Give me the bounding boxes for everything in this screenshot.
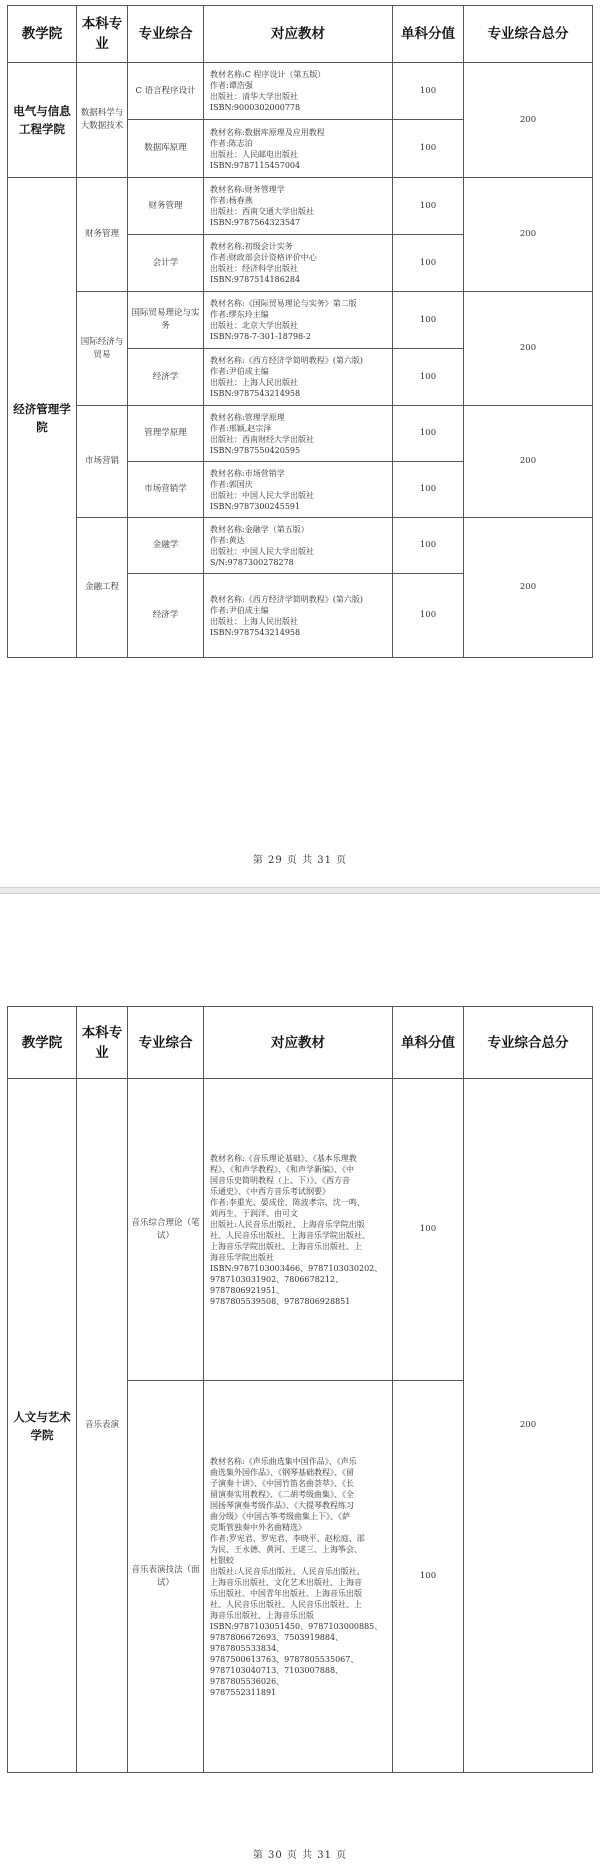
textbook-line: 曲选集外国作品》、《钢琴基础教程》、《留 bbox=[210, 1467, 354, 1477]
textbook-line: 出版社:人民音乐出版社、人民音乐出版社、 bbox=[210, 1566, 365, 1576]
table-row bbox=[8, 63, 593, 120]
unit-score-cell: 100 bbox=[393, 63, 464, 120]
unit-score-cell: 100 bbox=[393, 518, 464, 574]
textbook-line: ISBN:9787300245591 bbox=[210, 501, 301, 511]
textbook-line: 教材名称:金融学（第五版） bbox=[210, 524, 309, 534]
textbook-line: 作者:郭国庆 bbox=[210, 479, 253, 489]
textbook-line: 作者:谭浩强 bbox=[210, 81, 253, 90]
table-row bbox=[8, 178, 593, 235]
page-number: 第 30 页 共 31 页 bbox=[252, 1850, 348, 1861]
unit-score-cell: 100 bbox=[393, 292, 464, 349]
textbook-line: ISBN:978-7-301-18798-2 bbox=[210, 332, 311, 341]
header-total-score: 专业综合总分 bbox=[464, 1007, 593, 1079]
textbook-line: 出版社：人民邮电出版社 bbox=[210, 149, 298, 159]
textbook-line: 作者:罗宪君、罗宪君、李晓平、赵松庭、邵 bbox=[210, 1533, 365, 1543]
textbook-line: 9787806672693、7503919884、9787805533834、 bbox=[210, 1632, 344, 1653]
subject-cell: 市场营销学 bbox=[128, 462, 204, 518]
textbook-line: 9787500613763、9787805535067、 bbox=[210, 1654, 359, 1664]
textbook-line: 出版社：中国人民大学出版社 bbox=[210, 490, 314, 500]
textbook-cell bbox=[204, 120, 393, 178]
textbook-line: 出版社：中国人民大学出版社 bbox=[210, 546, 314, 556]
major-cell: 国际经济与贸易 bbox=[77, 292, 128, 406]
textbook-cell bbox=[204, 574, 393, 658]
header-textbook: 对应教材 bbox=[204, 6, 393, 63]
major-cell: 市场营销 bbox=[77, 406, 128, 518]
unit-score-cell: 100 bbox=[393, 1381, 464, 1773]
header-major: 本科专业 bbox=[77, 1007, 128, 1079]
textbook-line: 子演奏十讲》、《中国竹笛名曲荟萃》、《长 bbox=[210, 1478, 354, 1488]
textbook-line: 为民、王永德、黄河、王逑三、上海筝会、 bbox=[210, 1544, 362, 1554]
textbook-cell bbox=[204, 1381, 393, 1773]
textbook-line: 国扬琴演奏考级作品》、《大提琴教程练习 bbox=[210, 1500, 354, 1510]
subject-cell: 数据库原理 bbox=[128, 120, 204, 178]
header-subject: 专业综合 bbox=[128, 1007, 204, 1079]
subject-cell: C 语言程序设计 bbox=[128, 63, 204, 120]
subject-cell: 金融学 bbox=[128, 518, 204, 574]
header-unit-score: 单科分值 bbox=[393, 1007, 464, 1079]
textbook-line: 出版社:人民音乐出版社、上海音乐学院出版 bbox=[210, 1219, 365, 1229]
textbook-line: ISBN:9787514186284 bbox=[210, 275, 301, 284]
textbook-line: 上海音乐学院出版社、上海音乐出版社、上 bbox=[210, 1241, 362, 1251]
textbook-line: 教材名称:《声乐曲选集中国作品》、《声乐 bbox=[210, 1456, 357, 1466]
textbook-line: 教材名称:财务管理学 bbox=[210, 185, 285, 194]
textbook-line: 作者:财政部会计资格评价中心 bbox=[210, 253, 317, 262]
total-score-cell: 200 bbox=[464, 292, 593, 406]
subject-cell: 音乐表演技法（面试） bbox=[128, 1381, 204, 1773]
total-score-cell: 200 bbox=[464, 1079, 593, 1773]
textbook-line: 作者:李重光、晏成佺、陈波孝宗、沈一鸣、 bbox=[210, 1197, 365, 1207]
textbook-line: 教材名称:市场营销学 bbox=[210, 468, 285, 478]
textbook-line: S/N:9787300278278 bbox=[210, 557, 294, 567]
subject-cell: 经济学 bbox=[128, 349, 204, 406]
textbook-line: 教材名称:初级会计实务 bbox=[210, 242, 293, 251]
textbook-line: 作者:尹伯成主编 bbox=[210, 367, 269, 376]
total-score-cell: 200 bbox=[464, 178, 593, 292]
textbook-cell bbox=[204, 178, 393, 235]
textbook-line: 作者:邢颖,赵宗泽 bbox=[210, 423, 272, 433]
textbook-line: 教材名称:《西方经济学简明教程》(第六版) bbox=[210, 356, 363, 365]
textbook-line: 乐出版社、中国青年出版社、上海音乐出版 bbox=[210, 1588, 362, 1598]
textbook-line: 教材名称:《音乐理论基础》、《基本乐理教 bbox=[210, 1153, 357, 1163]
unit-score-cell: 100 bbox=[393, 406, 464, 462]
textbook-line: ISBN:9787103003466、9787103030202、 bbox=[210, 1263, 383, 1273]
textbook-line: 9787103040713、7103007888、9787805536026、 bbox=[210, 1665, 344, 1686]
textbook-line: ISBN:9787543214958 bbox=[210, 627, 301, 637]
textbook-line: 杜银蛟 bbox=[210, 1555, 234, 1565]
unit-score-cell: 100 bbox=[393, 178, 464, 235]
major-cell: 数据科学与大数据技术 bbox=[77, 63, 128, 178]
syllabus-table-page-30 bbox=[7, 1006, 593, 1773]
table-header-row bbox=[8, 1007, 593, 1079]
textbook-line: 海音乐出版社、上海音乐出版 bbox=[210, 1610, 314, 1620]
major-cell: 金融工程 bbox=[77, 518, 128, 658]
textbook-line: 刘再生、于润洋、由可文 bbox=[210, 1208, 298, 1218]
textbook-line: 上海音乐出版社、文化艺术出版社、上海音 bbox=[210, 1577, 362, 1587]
textbook-line: 曲分级》《中国古筝考级曲集上下》、《萨 bbox=[210, 1511, 350, 1521]
unit-score-cell: 100 bbox=[393, 120, 464, 178]
textbook-line: 教材名称:《国际贸易理论与实务》第二版 bbox=[210, 299, 357, 308]
major-cell: 音乐表演 bbox=[77, 1079, 128, 1773]
textbook-line: 出版社：清华大学出版社 bbox=[210, 92, 298, 101]
table-header-row bbox=[8, 6, 593, 63]
textbook-line: ISBN:9787115457004 bbox=[210, 160, 301, 170]
textbook-line: 乐通史》、《中西方音乐考试纲要》 bbox=[210, 1186, 330, 1196]
textbook-line: 9787805539508、9787806928851 bbox=[210, 1296, 351, 1306]
unit-score-cell: 100 bbox=[393, 574, 464, 658]
textbook-line: 国音乐史简明教程（上、下）》、《西方音 bbox=[210, 1175, 350, 1185]
unit-score-cell: 100 bbox=[393, 462, 464, 518]
header-total-score: 专业综合总分 bbox=[464, 6, 593, 63]
syllabus-table-page-29 bbox=[7, 5, 593, 658]
table-row bbox=[8, 1079, 593, 1381]
textbook-cell bbox=[204, 235, 393, 292]
textbook-line: 留演奏实用教程》、《二胡考级曲集》、《全 bbox=[210, 1489, 354, 1499]
textbook-line: 作者:黄达 bbox=[210, 535, 245, 545]
textbook-line: ISBN:9787103051450、9787103000885、 bbox=[210, 1621, 383, 1631]
textbook-line: ISBN:9787543214958 bbox=[210, 389, 301, 398]
textbook-line: 出版社：北京大学出版社 bbox=[210, 321, 298, 330]
textbook-line: 克斯管独奏中外名曲精选》 bbox=[210, 1522, 306, 1532]
textbook-line: 教材名称:管理学原理 bbox=[210, 412, 285, 422]
subject-cell: 会计学 bbox=[128, 235, 204, 292]
textbook-line: 出版社：上海人民出版社 bbox=[210, 616, 298, 626]
table-row bbox=[8, 518, 593, 574]
textbook-line: 教材名称:数据库原理及应用教程 bbox=[210, 127, 325, 137]
textbook-cell bbox=[204, 462, 393, 518]
page-divider bbox=[0, 887, 600, 888]
textbook-cell bbox=[204, 518, 393, 574]
textbook-line: 作者:陈志泊 bbox=[210, 138, 253, 148]
textbook-line: 海音乐学院出版社 bbox=[210, 1252, 274, 1262]
textbook-cell bbox=[204, 406, 393, 462]
textbook-line: 程》、《和声学教程》、《和声学新编》、《中 bbox=[210, 1164, 354, 1174]
textbook-line: 教材名称:《西方经济学简明教程》(第六版) bbox=[210, 594, 363, 604]
textbook-line: 出版社：经济科学出版社 bbox=[210, 264, 298, 273]
header-college: 教学院 bbox=[8, 1007, 77, 1079]
major-cell: 财务管理 bbox=[77, 178, 128, 292]
page-number: 第 29 页 共 31 页 bbox=[252, 855, 348, 866]
subject-cell: 经济学 bbox=[128, 574, 204, 658]
subject-cell: 国际贸易理论与实务 bbox=[128, 292, 204, 349]
textbook-line: ISBN:9000302000778 bbox=[210, 103, 301, 112]
textbook-line: 出版社：上海人民出版社 bbox=[210, 378, 298, 387]
college-cell: 电气与信息工程学院 bbox=[8, 63, 77, 178]
textbook-line: ISBN:9787550420595 bbox=[210, 445, 301, 455]
textbook-line: 作者:杨春燕 bbox=[210, 196, 253, 205]
total-score-cell: 200 bbox=[464, 406, 593, 518]
textbook-cell bbox=[204, 1079, 393, 1381]
header-unit-score: 单科分值 bbox=[393, 6, 464, 63]
total-score-cell: 200 bbox=[464, 518, 593, 658]
textbook-line: 社、人民音乐出版社、人民音乐出版社、上 bbox=[210, 1599, 362, 1609]
textbook-cell bbox=[204, 63, 393, 120]
textbook-cell bbox=[204, 349, 393, 406]
table-row bbox=[8, 292, 593, 349]
textbook-line: 出版社：西南交通大学出版社 bbox=[210, 207, 314, 216]
page-29 bbox=[0, 0, 600, 888]
total-score-cell: 200 bbox=[464, 63, 593, 178]
college-cell: 经济管理学院 bbox=[8, 178, 77, 658]
subject-cell: 财务管理 bbox=[128, 178, 204, 235]
unit-score-cell: 100 bbox=[393, 235, 464, 292]
textbook-line: 社、人民音乐出版社、上海音乐学院出版社、 bbox=[210, 1230, 370, 1240]
textbook-line: 9787103031902、7806678212、9787806921951、 bbox=[210, 1274, 344, 1295]
subject-cell: 音乐综合理论（笔试） bbox=[128, 1079, 204, 1381]
textbook-line: 作者:尹伯成主编 bbox=[210, 605, 269, 615]
textbook-line: 出版社：西南财经大学出版社 bbox=[210, 434, 314, 444]
header-subject: 专业综合 bbox=[128, 6, 204, 63]
unit-score-cell: 100 bbox=[393, 1079, 464, 1381]
textbook-line: 作者:缪东玲主编 bbox=[210, 310, 269, 319]
page-30 bbox=[0, 893, 600, 1870]
textbook-line: 教材名称:C 程序设计（第五版） bbox=[210, 70, 326, 79]
header-major: 本科专业 bbox=[77, 6, 128, 63]
header-college: 教学院 bbox=[8, 6, 77, 63]
page-divider bbox=[0, 893, 600, 894]
header-textbook: 对应教材 bbox=[204, 1007, 393, 1079]
textbook-line: ISBN:9787564323547 bbox=[210, 218, 301, 227]
table-row bbox=[8, 406, 593, 462]
textbook-cell bbox=[204, 292, 393, 349]
subject-cell: 管理学原理 bbox=[128, 406, 204, 462]
college-cell: 人文与艺术学院 bbox=[8, 1079, 77, 1773]
textbook-line: 9787552311891 bbox=[210, 1687, 277, 1697]
unit-score-cell: 100 bbox=[393, 349, 464, 406]
